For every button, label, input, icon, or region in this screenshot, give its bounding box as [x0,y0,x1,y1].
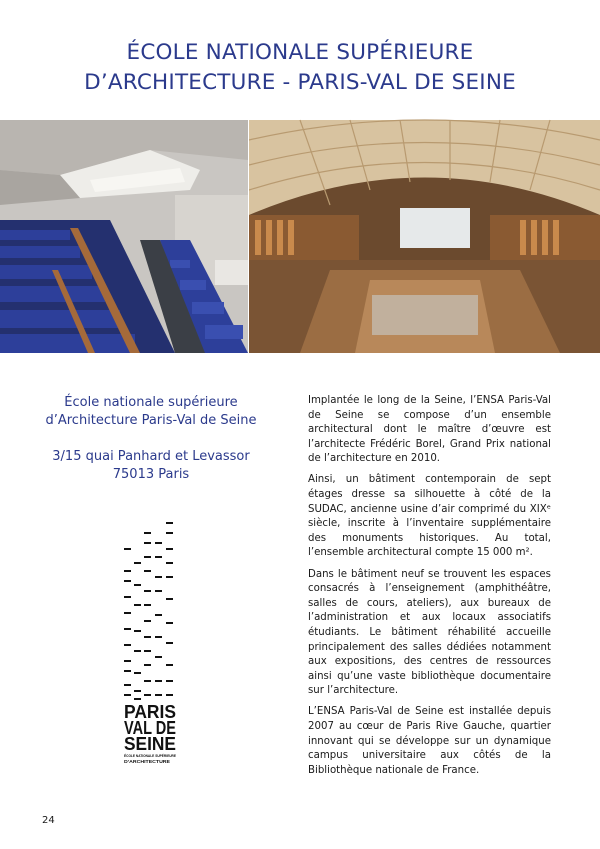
amphitheatre-photo [0,120,248,353]
logo-subtitle-1: ÉCOLE NATIONALE SUPÉRIEURE [124,753,177,758]
logo-dash-pattern [124,522,173,700]
logo-svg [122,518,182,766]
school-name-line-2: d’Architecture Paris-Val de Seine [45,413,257,428]
logo-subtitle-2: D’ARCHITECTURE [124,759,170,764]
address-line-1: 3/15 quai Panhard et Levassor [52,449,250,464]
logo-text-paris: PARIS [124,702,176,722]
library-photo [249,120,600,353]
paragraph-3: Dans le bâtiment neuf se trouvent les espaces consacrés à l’enseignement (amphithéâtre, salles de cours, ateliers), aux bureaux de l’administration et aux locaux associatifs étudiants. Le bâtiment réhabilité accueille principalement des salles dédiées notamment aux expositions, des centres de ressources ainsi qu’une vaste bibliothèque documentaire sur l’architecture. [308,568,551,697]
paragraph-2: Ainsi, un bâtiment contemporain de sept étages dresse sa silhouette à côté de la SUDAC, ancienne usine d’air comprimé du XIXᵉ siècle, inscrite à l’inventaire supplémentaire des monuments historiques. Au total, l’ensemble architectural compte 15 000 m². [308,474,551,559]
title-line-2: D’ARCHITECTURE - PARIS-VAL DE SEINE [84,70,516,95]
school-logo [122,518,182,766]
address-line-2: 75013 Paris [112,467,190,482]
logo-text-val-de: VAL DE [124,718,176,738]
photo-banner-svg [0,120,600,353]
logo-text-seine: SEINE [124,734,176,754]
page-title [0,38,600,98]
page-number: 24 [42,815,55,826]
paragraph-4: L’ENSA Paris-Val de Seine est installée depuis 2007 au cœur de Paris Rive Gauche, quartier innovant qui se développe sur un dynamique campus universitaire aux côtés de la Bibliothèque nationale de France. [308,706,551,776]
title-line-1: ÉCOLE NATIONALE SUPÉRIEURE [126,40,474,65]
photo-banner [0,120,600,353]
school-info [20,394,282,484]
school-name-line-1: École nationale supérieure [64,395,238,410]
paragraph-1: Implantée le long de la Seine, l’ENSA Paris-Val de Seine se compose d’un ensemble architectural dont le maître d’œuvre est l’architecte Frédéric Borel, Grand Prix national de l’architecture en 2010. [308,395,551,465]
body-text [308,394,551,785]
